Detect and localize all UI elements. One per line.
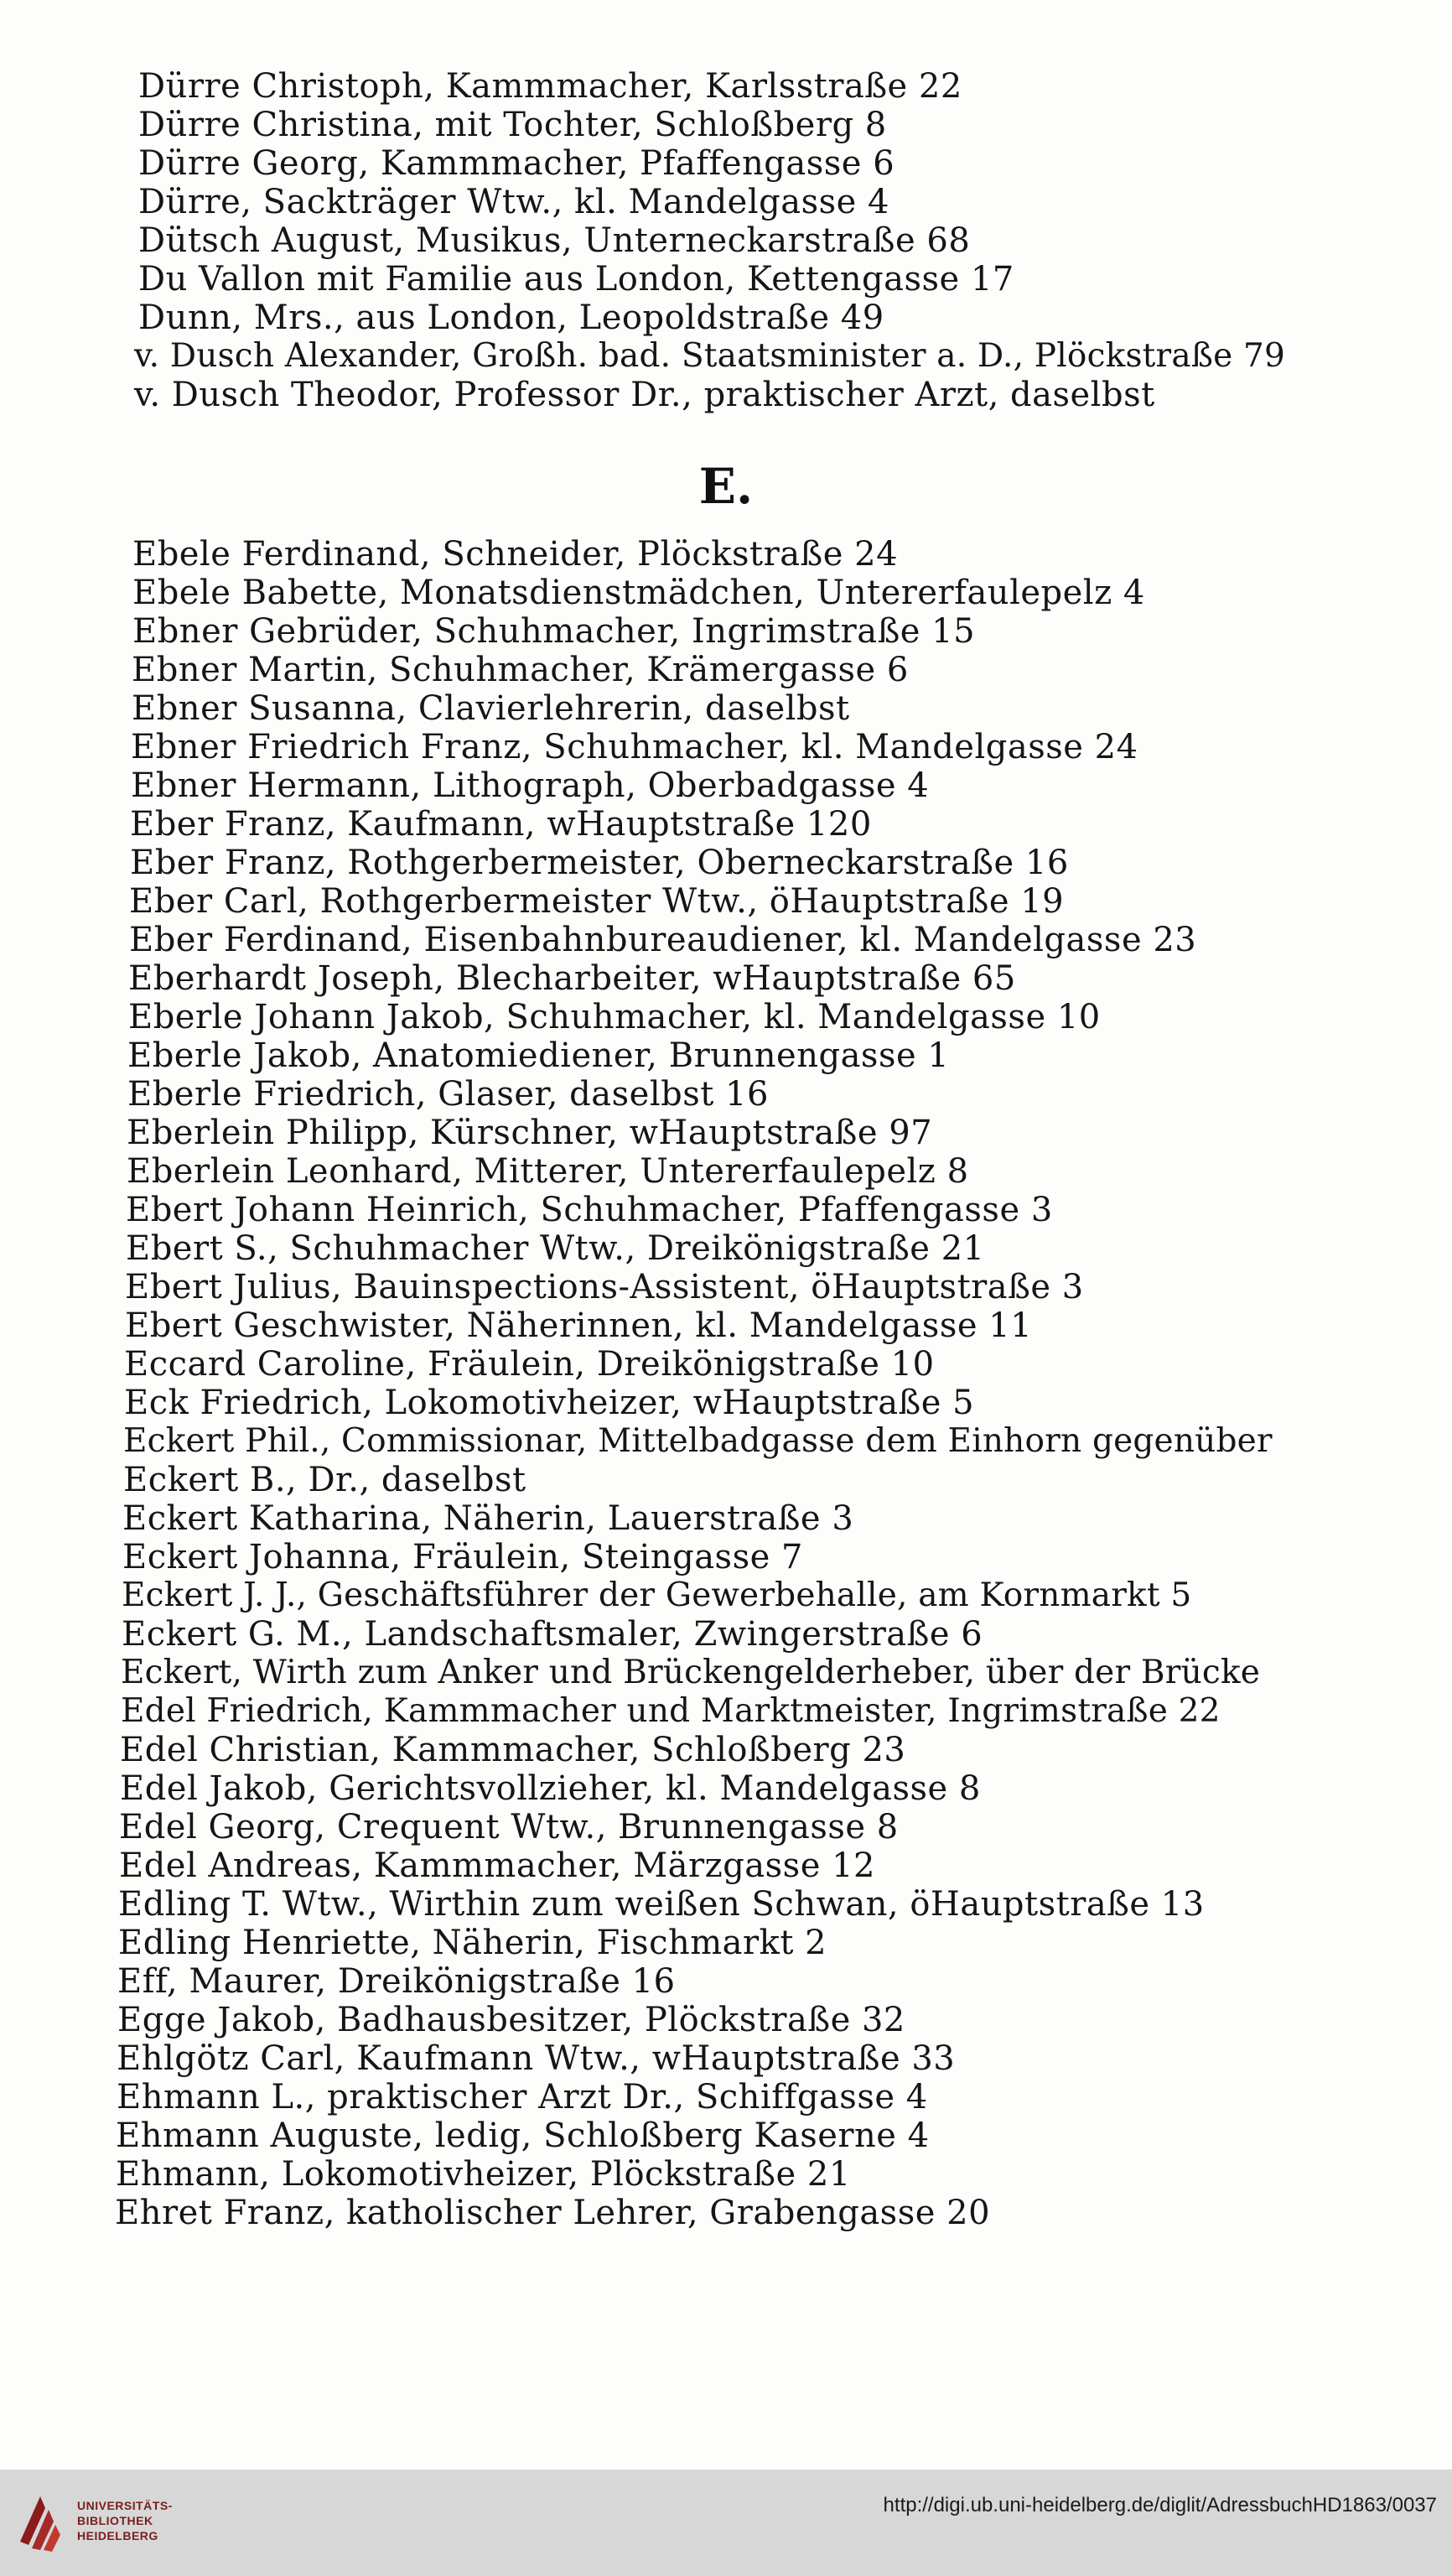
list-item: Ehmann L., praktischer Arzt Dr., Schiffgasse 4 <box>117 2078 928 2116</box>
list-item: Ehmann, Lokomotivheizer, Plöckstraße 21 <box>116 2155 851 2194</box>
logo-line: UNIVERSITÄTS- <box>77 2499 173 2512</box>
list-item: Dunn, Mrs., aus London, Leopoldstraße 49 <box>138 299 884 337</box>
list-item: Ebert Geschwister, Näherinnen, kl. Mandelgasse 11 <box>125 1306 1033 1345</box>
list-item: Eckert Phil., Commissionar, Mittelbadgasse dem Einhorn gegenüber <box>123 1422 1273 1460</box>
list-item: Dürre Christina, mit Tochter, Schloßberg 8 <box>138 106 887 144</box>
list-item: Edling T. Wtw., Wirthin zum weißen Schwan, öHauptstraße 13 <box>118 1885 1205 1924</box>
list-item: Eber Franz, Rothgerbermeister, Oberneckarstraße 16 <box>130 844 1069 882</box>
list-item: Eberle Friedrich, Glaser, daselbst 16 <box>127 1075 769 1114</box>
list-item: Edel Friedrich, Kammmacher und Marktmeister, Ingrimstraße 22 <box>121 1692 1221 1730</box>
logo-line: HEIDELBERG <box>77 2529 158 2542</box>
list-item: Ehret Franz, katholischer Lehrer, Grabengasse 20 <box>115 2194 991 2232</box>
list-item: Eckert Johanna, Fräulein, Steingasse 7 <box>122 1538 803 1576</box>
list-item: Dürre Georg, Kammmacher, Pfaffengasse 6 <box>138 144 895 183</box>
list-item: Eckert B., Dr., daselbst <box>123 1461 526 1499</box>
list-item: Eberle Jakob, Anatomiediener, Brunnengasse 1 <box>127 1036 950 1075</box>
library-name <box>77 2498 203 2543</box>
list-item: Eberlein Philipp, Kürschner, wHauptstraße 97 <box>127 1114 933 1152</box>
list-item: Eckert, Wirth zum Anker und Brückengelderheber, über der Brücke <box>121 1654 1261 1691</box>
list-item: Eff, Maurer, Dreikönigstraße 16 <box>117 1962 676 2001</box>
list-item: Eber Franz, Kaufmann, wHauptstraße 120 <box>130 805 872 844</box>
list-item: Du Vallon mit Familie aus London, Kettengasse 17 <box>138 260 1014 299</box>
list-item: Egge Jakob, Badhausbesitzer, Plöckstraße 32 <box>117 2001 905 2039</box>
list-item: Eckert G. M., Landschaftsmaler, Zwingerstraße 6 <box>122 1615 983 1654</box>
list-item: Eberlein Leonhard, Mitterer, Untererfaulepelz 8 <box>127 1152 969 1191</box>
viewer-footer <box>0 2470 1452 2576</box>
list-item: Eber Carl, Rothgerbermeister Wtw., öHauptstraße 19 <box>129 882 1065 921</box>
list-item: Eckert Katharina, Näherin, Lauerstraße 3 <box>122 1499 854 1538</box>
list-item: Edel Georg, Crequent Wtw., Brunnengasse 8 <box>119 1808 899 1846</box>
list-item: Eberhardt Joseph, Blecharbeiter, wHauptstraße 65 <box>128 959 1016 998</box>
list-item: Edel Jakob, Gerichtsvollzieher, kl. Mandelgasse 8 <box>120 1769 981 1808</box>
list-item: Edel Christian, Kammmacher, Schloßberg 23 <box>120 1731 906 1769</box>
list-item: v. Dusch Alexander, Großh. bad. Staatsminister a. D., Plöckstraße 79 <box>134 337 1286 375</box>
list-item: Eccard Caroline, Fräulein, Dreikönigstraße 10 <box>124 1345 935 1384</box>
library-seal-icon <box>15 2491 64 2553</box>
list-item: Ebner Martin, Schuhmacher, Krämergasse 6 <box>132 651 909 689</box>
list-item: Ebert S., Schuhmacher Wtw., Dreikönigstraße 21 <box>126 1229 985 1268</box>
list-item: Ebner Susanna, Clavierlehrerin, daselbst <box>132 689 850 728</box>
list-item: Dürre, Sackträger Wtw., kl. Mandelgasse 4 <box>138 183 889 221</box>
section-heading: E. <box>698 458 754 515</box>
logo-line: BIBLIOTHEK <box>77 2514 153 2527</box>
list-item: Dütsch August, Musikus, Unterneckarstraße 68 <box>138 221 971 260</box>
list-item: Eckert J. J., Geschäftsführer der Gewerbehalle, am Kornmarkt 5 <box>122 1576 1192 1614</box>
list-item: Ebert Johann Heinrich, Schuhmacher, Pfaffengasse 3 <box>126 1191 1053 1229</box>
list-item: Edling Henriette, Näherin, Fischmarkt 2 <box>118 1924 827 1962</box>
list-item: Ebner Hermann, Lithograph, Oberbadgasse 4 <box>131 766 930 805</box>
list-item: Eck Friedrich, Lokomotivheizer, wHauptstraße 5 <box>124 1384 975 1422</box>
list-item: Edel Andreas, Kammmacher, Märzgasse 12 <box>119 1846 875 1885</box>
library-logo[interactable] <box>15 2486 200 2560</box>
list-item: Ebner Friedrich Franz, Schuhmacher, kl. Mandelgasse 24 <box>131 728 1138 766</box>
list-item: Eberle Johann Jakob, Schuhmacher, kl. Mandelgasse 10 <box>128 998 1101 1036</box>
list-item: Ebert Julius, Bauinspections-Assistent, öHauptstraße 3 <box>125 1268 1084 1306</box>
list-item: Eber Ferdinand, Eisenbahnbureaudiener, kl. Mandelgasse 23 <box>129 921 1197 959</box>
list-item: Ehmann Auguste, ledig, Schloßberg Kaserne 4 <box>116 2116 930 2155</box>
source-url-link[interactable]: http://digi.ub.uni-heidelberg.de/diglit/AdressbuchHD1863/0037 <box>883 2494 1437 2516</box>
list-item: Ebele Babette, Monatsdienstmädchen, Untererfaulepelz 4 <box>132 574 1145 612</box>
list-item: v. Dusch Theodor, Professor Dr., praktischer Arzt, daselbst <box>134 376 1155 414</box>
list-item: Ebele Ferdinand, Schneider, Plöckstraße 24 <box>132 535 899 574</box>
list-item: Dürre Christoph, Kammmacher, Karlsstraße 22 <box>138 67 962 106</box>
list-item: Ehlgötz Carl, Kaufmann Wtw., wHauptstraße 33 <box>117 2039 956 2078</box>
list-item: Ebner Gebrüder, Schuhmacher, Ingrimstraße 15 <box>132 612 976 651</box>
